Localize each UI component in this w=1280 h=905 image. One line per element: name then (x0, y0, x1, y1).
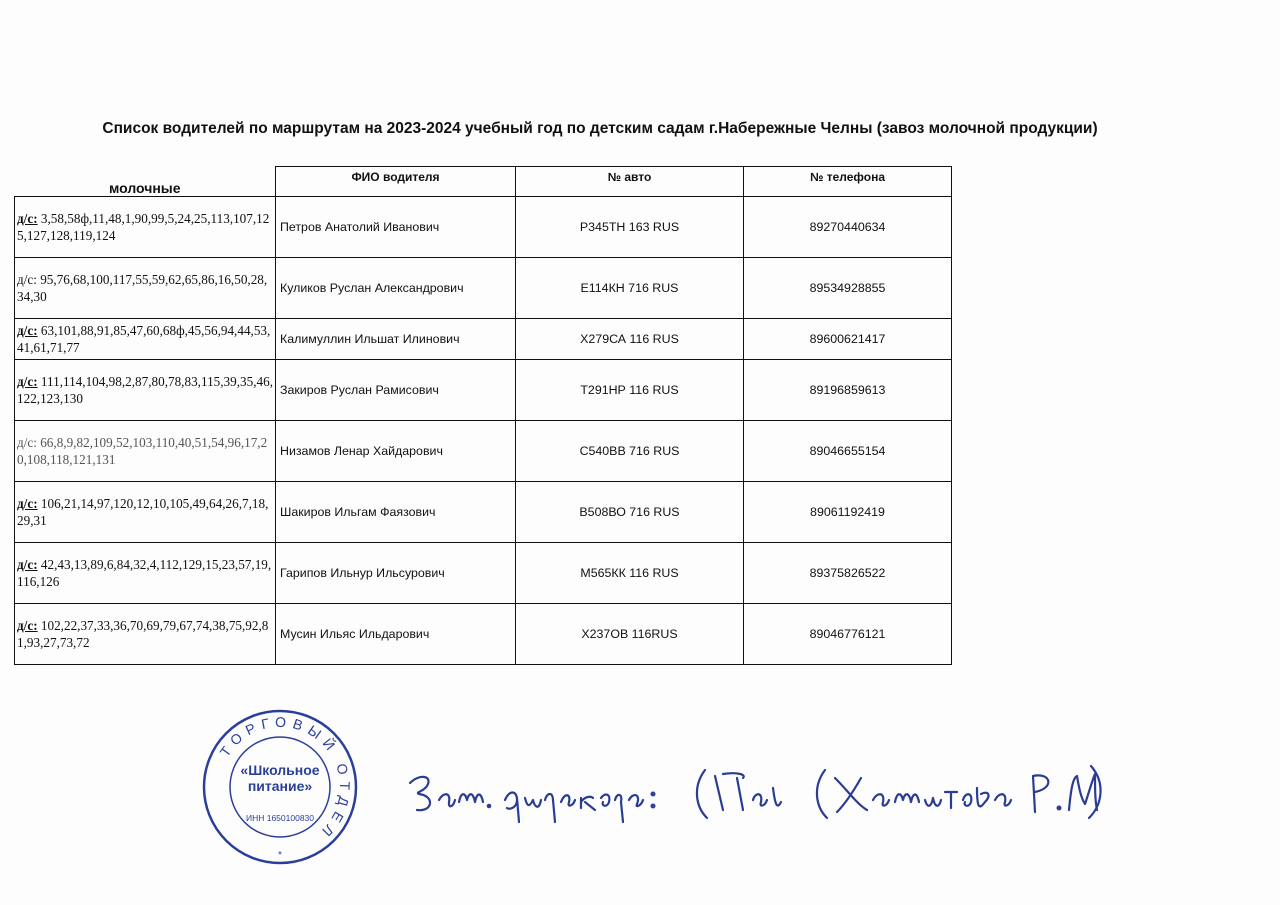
phone-number: 89600621417 (744, 319, 952, 360)
table-row (15, 319, 952, 360)
car-number: М565КК 116 RUS (516, 543, 744, 604)
table-row (15, 543, 952, 604)
header-car: № авто (516, 167, 744, 197)
route-list: 63,101,88,91,85,47,60,68ф,45,56,94,44,53,41,61,71,77 (17, 323, 271, 355)
header-milk: молочные (15, 167, 276, 197)
routes-cell (15, 421, 276, 482)
route-list: 66,8,9,82,109,52,103,110,40,51,54,96,17,20,108,118,121,131 (17, 435, 268, 467)
route-list: 3,58,58ф,11,48,1,90,99,5,24,25,113,107,125,127,128,119,124 (17, 211, 270, 243)
route-list: 106,21,14,97,120,12,10,105,49,64,26,7,18,29,31 (17, 496, 269, 528)
header-driver: ФИО водителя (276, 167, 516, 197)
phone-number: 89046776121 (744, 604, 952, 665)
car-number: Т291НР 116 RUS (516, 360, 744, 421)
route-label: д/с: (17, 272, 37, 287)
phone-number: 89270440634 (744, 197, 952, 258)
route-label: д/с: (17, 557, 38, 572)
company-stamp (200, 707, 360, 867)
routes-cell (15, 604, 276, 665)
handwritten-signature (405, 748, 1105, 838)
stamp-line-1: «Школьное (240, 762, 320, 778)
route-label: д/с: (17, 323, 38, 338)
route-label: д/с: (17, 435, 37, 450)
driver-name: Гарипов Ильнур Ильсурович (276, 543, 516, 604)
route-label: д/с: (17, 374, 38, 389)
phone-number: 89375826522 (744, 543, 952, 604)
stamp-ring-text: ТОРГОВЫЙ ОТДЕЛ (216, 713, 354, 844)
driver-name: Петров Анатолий Иванович (276, 197, 516, 258)
car-number: Х237ОВ 116RUS (516, 604, 744, 665)
driver-name: Мусин Ильяс Ильдарович (276, 604, 516, 665)
route-list: 95,76,68,100,117,55,59,62,65,86,16,50,28,34,30 (17, 272, 268, 304)
route-list: 111,114,104,98,2,87,80,78,83,115,39,35,46,122,123,130 (17, 374, 274, 406)
table-row (15, 258, 952, 319)
car-number: Р345ТН 163 RUS (516, 197, 744, 258)
table-row (15, 482, 952, 543)
table-row (15, 197, 952, 258)
routes-cell (15, 543, 276, 604)
phone-number: 89534928855 (744, 258, 952, 319)
table-header-row (15, 167, 952, 197)
car-number: Х279СА 116 RUS (516, 319, 744, 360)
driver-name: Низамов Ленар Хайдарович (276, 421, 516, 482)
header-phone: № телефона (744, 167, 952, 197)
table-row (15, 360, 952, 421)
route-list: 102,22,37,33,36,70,69,79,67,74,38,75,92,81,93,27,73,72 (17, 618, 269, 650)
stamp-star: * (278, 850, 282, 861)
car-number: В508ВО 716 RUS (516, 482, 744, 543)
routes-cell (15, 258, 276, 319)
car-number: Е114КН 716 RUS (516, 258, 744, 319)
stamp-line-2: питание» (247, 778, 313, 794)
route-label: д/с: (17, 211, 38, 226)
routes-cell (15, 319, 276, 360)
car-number: С540ВВ 716 RUS (516, 421, 744, 482)
routes-cell (15, 360, 276, 421)
table-row (15, 604, 952, 665)
driver-name: Шакиров Ильгам Фаязович (276, 482, 516, 543)
drivers-table (14, 166, 952, 665)
driver-name: Куликов Руслан Александрович (276, 258, 516, 319)
phone-number: 89196859613 (744, 360, 952, 421)
page-title: Список водителей по маршрутам на 2023-2024 учебный год по детским садам г.Набережные Челны (завоз молочной продукции) (102, 120, 1098, 137)
phone-number: 89061192419 (744, 482, 952, 543)
stamp-inn: ИНН 1650100830 (245, 813, 315, 823)
routes-cell (15, 482, 276, 543)
route-label: д/с: (17, 496, 38, 511)
routes-cell (15, 197, 276, 258)
driver-name: Закиров Руслан Рамисович (276, 360, 516, 421)
phone-number: 89046655154 (744, 421, 952, 482)
table-row (15, 421, 952, 482)
route-list: 42,43,13,89,6,84,32,4,112,129,15,23,57,19,116,126 (17, 557, 272, 589)
driver-name: Калимуллин Ильшат Илинович (276, 319, 516, 360)
route-label: д/с: (17, 618, 38, 633)
